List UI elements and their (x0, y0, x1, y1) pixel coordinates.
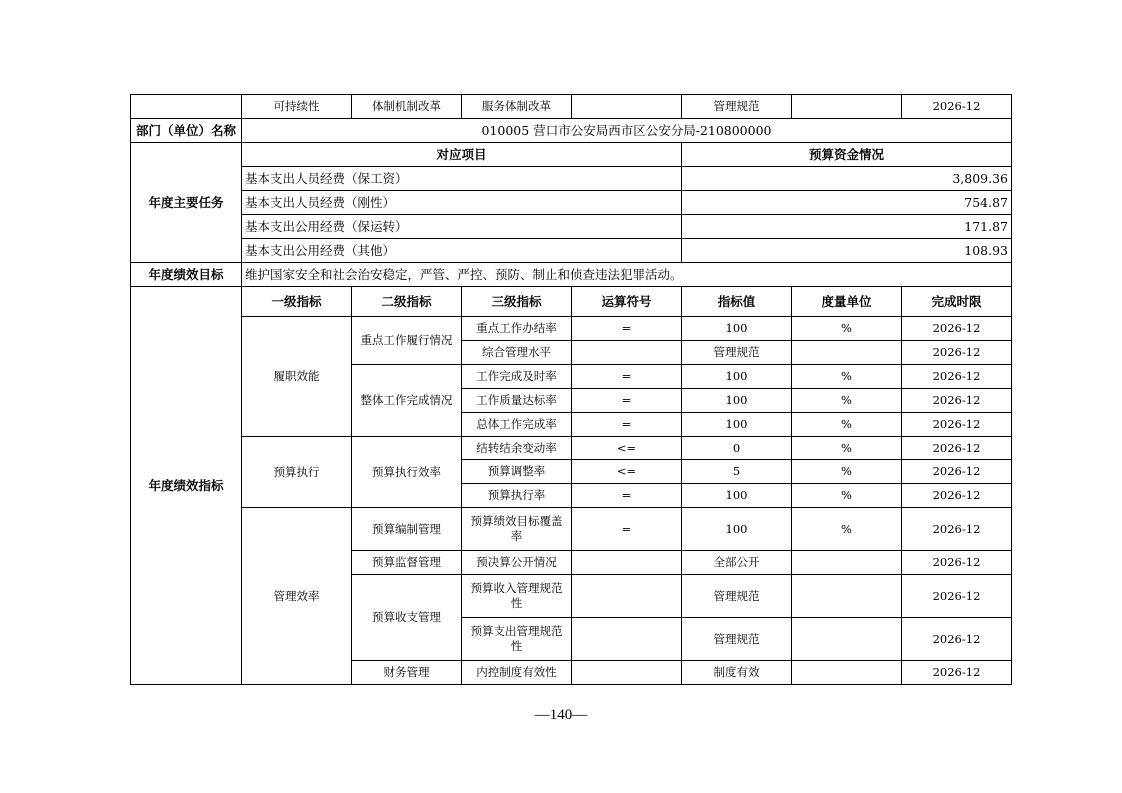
deadline-cell: 2026-12 (902, 551, 1012, 575)
page-number: —140— (534, 707, 588, 723)
tasks-header-row (131, 143, 1012, 167)
task-row (131, 215, 1012, 239)
dept-row (131, 119, 1012, 143)
goal-value: 维护国家安全和社会治安稳定，严管、严控、预防、制止和侦查违法犯罪活动。 (242, 263, 1012, 287)
level3-cell: 预算调整率 (462, 460, 572, 484)
deadline-cell: 2026-12 (902, 413, 1012, 437)
task-item: 基本支出公用经费（保运转） (242, 215, 682, 239)
header-cell: 一级指标 (242, 287, 352, 317)
value-cell: 0 (682, 437, 792, 460)
header-cell: 三级指标 (462, 287, 572, 317)
unit-cell: % (792, 413, 902, 437)
operator-cell: = (572, 508, 682, 551)
unit-cell (792, 341, 902, 365)
unit-cell: % (792, 460, 902, 484)
operator-cell: = (572, 317, 682, 341)
header-cell: 指标值 (682, 287, 792, 317)
deadline-cell: 2026-12 (902, 484, 1012, 508)
value-cell: 管理规范 (682, 618, 792, 661)
deadline-cell: 2026-12 (902, 389, 1012, 413)
level3-cell: 内控制度有效性 (462, 661, 572, 685)
value-cell: 5 (682, 460, 792, 484)
table-row (131, 317, 1012, 341)
indicators-label: 年度绩效指标 (131, 287, 242, 685)
value-cell: 全部公开 (682, 551, 792, 575)
dept-value: 010005 营口市公安局西市区公安分局-210800000 (242, 119, 1012, 143)
goal-row (131, 263, 1012, 287)
table-cell: 可持续性 (242, 95, 352, 119)
level3-cell: 预算收入管理规范性 (462, 575, 572, 618)
operator-cell (572, 341, 682, 365)
unit-cell: % (792, 365, 902, 389)
table-row (131, 437, 1012, 460)
level1-cell: 管理效率 (242, 508, 352, 685)
operator-cell: <= (572, 437, 682, 460)
value-cell: 100 (682, 508, 792, 551)
level3-cell: 综合管理水平 (462, 341, 572, 365)
deadline-cell: 2026-12 (902, 341, 1012, 365)
level3-cell: 总体工作完成率 (462, 413, 572, 437)
value-cell: 100 (682, 317, 792, 341)
level2-cell: 预算执行效率 (352, 437, 462, 508)
operator-cell (572, 575, 682, 618)
deadline-cell: 2026-12 (902, 317, 1012, 341)
level3-cell: 预算执行率 (462, 484, 572, 508)
level2-cell: 整体工作完成情况 (352, 365, 462, 437)
level3-cell: 重点工作办结率 (462, 317, 572, 341)
header-cell: 度量单位 (792, 287, 902, 317)
table-cell: 2026-12 (902, 95, 1012, 119)
task-item: 基本支出人员经费（保工资） (242, 167, 682, 191)
operator-cell: = (572, 365, 682, 389)
level3-cell: 预决算公开情况 (462, 551, 572, 575)
level3-cell: 工作完成及时率 (462, 365, 572, 389)
level2-cell: 重点工作履行情况 (352, 317, 462, 365)
value-cell: 100 (682, 413, 792, 437)
task-item: 基本支出人员经费（刚性） (242, 191, 682, 215)
value-cell: 管理规范 (682, 575, 792, 618)
task-budget: 108.93 (682, 239, 1012, 263)
task-row (131, 167, 1012, 191)
deadline-cell: 2026-12 (902, 618, 1012, 661)
table-cell: 管理规范 (682, 95, 792, 119)
unit-cell (792, 551, 902, 575)
header-cell: 运算符号 (572, 287, 682, 317)
unit-cell: % (792, 437, 902, 460)
indicators-header-row (131, 287, 1012, 317)
dept-label: 部门（单位）名称 (131, 119, 242, 143)
header-cell: 二级指标 (352, 287, 462, 317)
header-cell: 完成时限 (902, 287, 1012, 317)
continuation-row (131, 95, 1012, 119)
operator-cell (572, 661, 682, 685)
value-cell: 100 (682, 484, 792, 508)
value-cell: 100 (682, 389, 792, 413)
deadline-cell: 2026-12 (902, 460, 1012, 484)
deadline-cell: 2026-12 (902, 661, 1012, 685)
tasks-col-item: 对应项目 (242, 143, 682, 167)
operator-cell: = (572, 389, 682, 413)
table-cell (572, 95, 682, 119)
task-budget: 3,809.36 (682, 167, 1012, 191)
operator-cell: = (572, 413, 682, 437)
deadline-cell: 2026-12 (902, 575, 1012, 618)
task-budget: 754.87 (682, 191, 1012, 215)
unit-cell: % (792, 508, 902, 551)
deadline-cell: 2026-12 (902, 437, 1012, 460)
table-cell: 服务体制改革 (462, 95, 572, 119)
unit-cell (792, 661, 902, 685)
level3-cell: 工作质量达标率 (462, 389, 572, 413)
operator-cell: <= (572, 460, 682, 484)
task-budget: 171.87 (682, 215, 1012, 239)
task-row (131, 239, 1012, 263)
tasks-col-budget: 预算资金情况 (682, 143, 1012, 167)
table-cell: 体制机制改革 (352, 95, 462, 119)
unit-cell: % (792, 389, 902, 413)
operator-cell (572, 551, 682, 575)
level2-cell: 预算监督管理 (352, 551, 462, 575)
level3-cell: 预算绩效目标覆盖率 (462, 508, 572, 551)
operator-cell (572, 618, 682, 661)
deadline-cell: 2026-12 (902, 508, 1012, 551)
level2-cell: 预算收支管理 (352, 575, 462, 661)
goal-label: 年度绩效目标 (131, 263, 242, 287)
unit-cell (792, 618, 902, 661)
level1-cell: 预算执行 (242, 437, 352, 508)
table-cell (792, 95, 902, 119)
operator-cell: = (572, 484, 682, 508)
deadline-cell: 2026-12 (902, 365, 1012, 389)
level2-cell: 财务管理 (352, 661, 462, 685)
unit-cell: % (792, 484, 902, 508)
value-cell: 管理规范 (682, 341, 792, 365)
level3-cell: 预算支出管理规范性 (462, 618, 572, 661)
level1-cell: 履职效能 (242, 317, 352, 437)
tasks-label: 年度主要任务 (131, 143, 242, 263)
task-item: 基本支出公用经费（其他） (242, 239, 682, 263)
table-row (131, 508, 1012, 551)
unit-cell: % (792, 317, 902, 341)
unit-cell (792, 575, 902, 618)
table-cell (131, 95, 242, 119)
performance-table (130, 94, 1012, 685)
value-cell: 100 (682, 365, 792, 389)
level2-cell: 预算编制管理 (352, 508, 462, 551)
value-cell: 制度有效 (682, 661, 792, 685)
task-row (131, 191, 1012, 215)
level3-cell: 结转结余变动率 (462, 437, 572, 460)
